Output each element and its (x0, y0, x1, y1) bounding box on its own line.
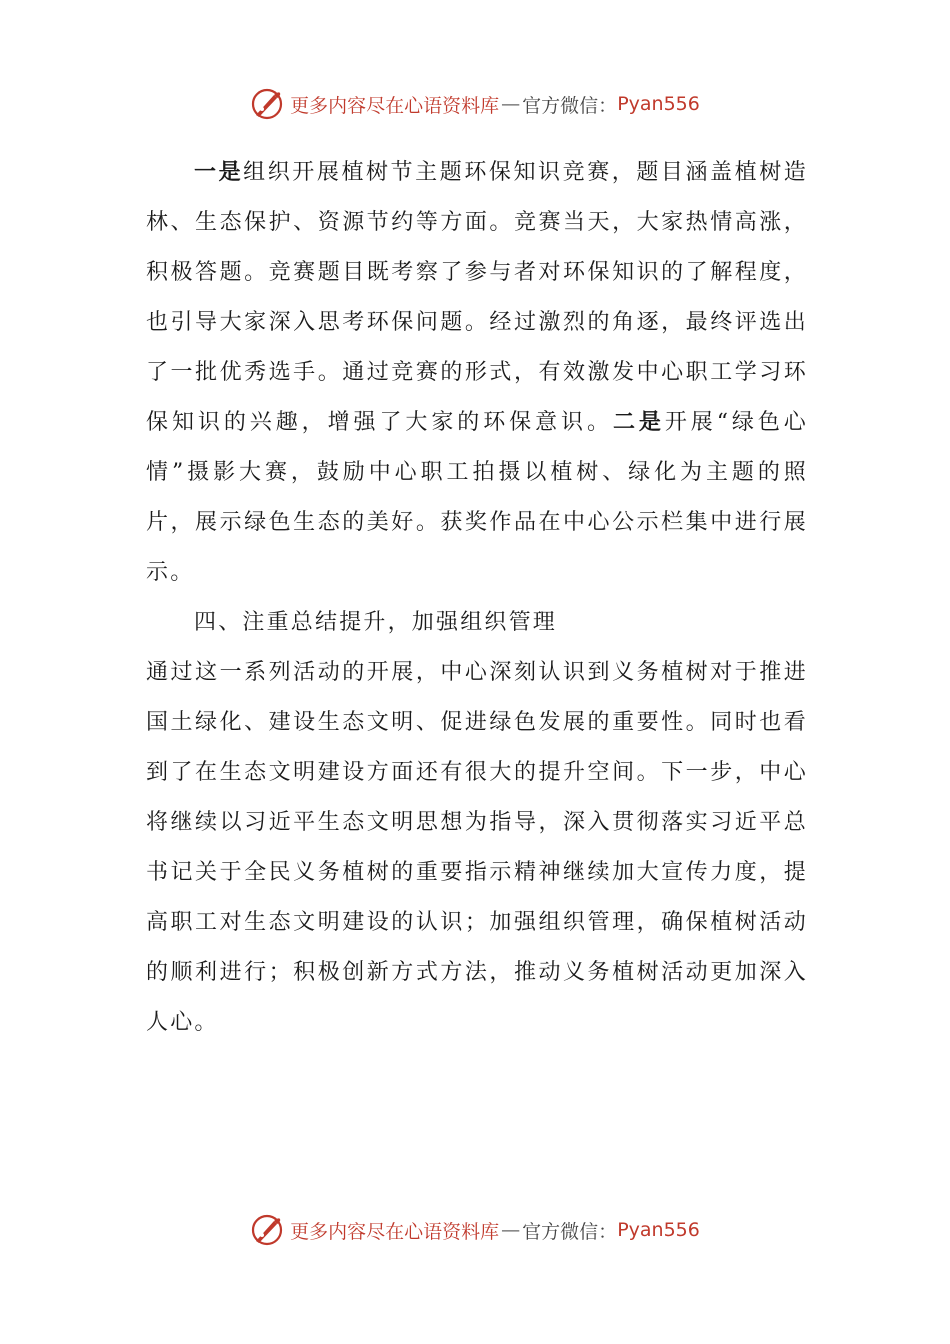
quill-pen-logo-icon (250, 87, 284, 121)
banner-dash: — (501, 93, 521, 115)
header-banner (0, 84, 950, 124)
banner-dash: — (501, 1219, 521, 1241)
paragraph-activities-text-1: 组织开展植树节主题环保知识竞赛，题目涵盖植树造林、生态保护、资源节约等方面。竞赛当天，大家热情高涨，积极答题。竞赛题目既考察了参与者对环保知识的了解程度，也引导大家深入思考环保问题。经过激烈的角逐，最终评选出了一批优秀选手。通过竞赛的形式，有效激发中心职工学习环保知识的兴趣，增强了大家的环保意识。 (146, 160, 808, 435)
document-body (146, 148, 808, 1048)
paragraph-summary: 通过这一系列活动的开展，中心深刻认识到义务植树对于推进国土绿化、建设生态文明、促进绿色发展的重要性。同时也看到了在生态文明建设方面还有很大的提升空间。下一步，中心将继续以习近平生态文明思想为指导，深入贯彻落实习近平总书记关于全民义务植树的重要指示精神继续加大宣传力度，提高职工对生态文明建设的认识；加强组织管理，确保植树活动的顺利进行；积极创新方式方法，推动义务植树活动更加深入人心。 (146, 660, 808, 1035)
paragraph-activities-text-2: 开展“绿色心情”摄影大赛，鼓励中心职工拍摄以植树、绿化为主题的照片，展示绿色生态的美好。获奖作品在中心公示栏集中进行展示。 (146, 410, 808, 585)
banner-wechat-label: 官方微信： (522, 1220, 618, 1243)
banner-text: 更多内容尽在心语资料库 (290, 1220, 500, 1243)
paragraph-activities (146, 148, 808, 598)
banner-wechat-id: Pyan556 (617, 93, 700, 115)
banner-wechat-id: Pyan556 (617, 1219, 700, 1241)
footer-banner (0, 1210, 950, 1250)
lead-two: 二是 (612, 410, 665, 435)
banner-text: 更多内容尽在心语资料库 (290, 94, 500, 117)
quill-pen-logo-icon (250, 1213, 284, 1247)
section-heading-four: 四、注重总结提升，加强组织管理 (194, 610, 558, 635)
banner-wechat-label: 官方微信： (522, 94, 618, 117)
lead-one: 一是 (194, 160, 244, 185)
